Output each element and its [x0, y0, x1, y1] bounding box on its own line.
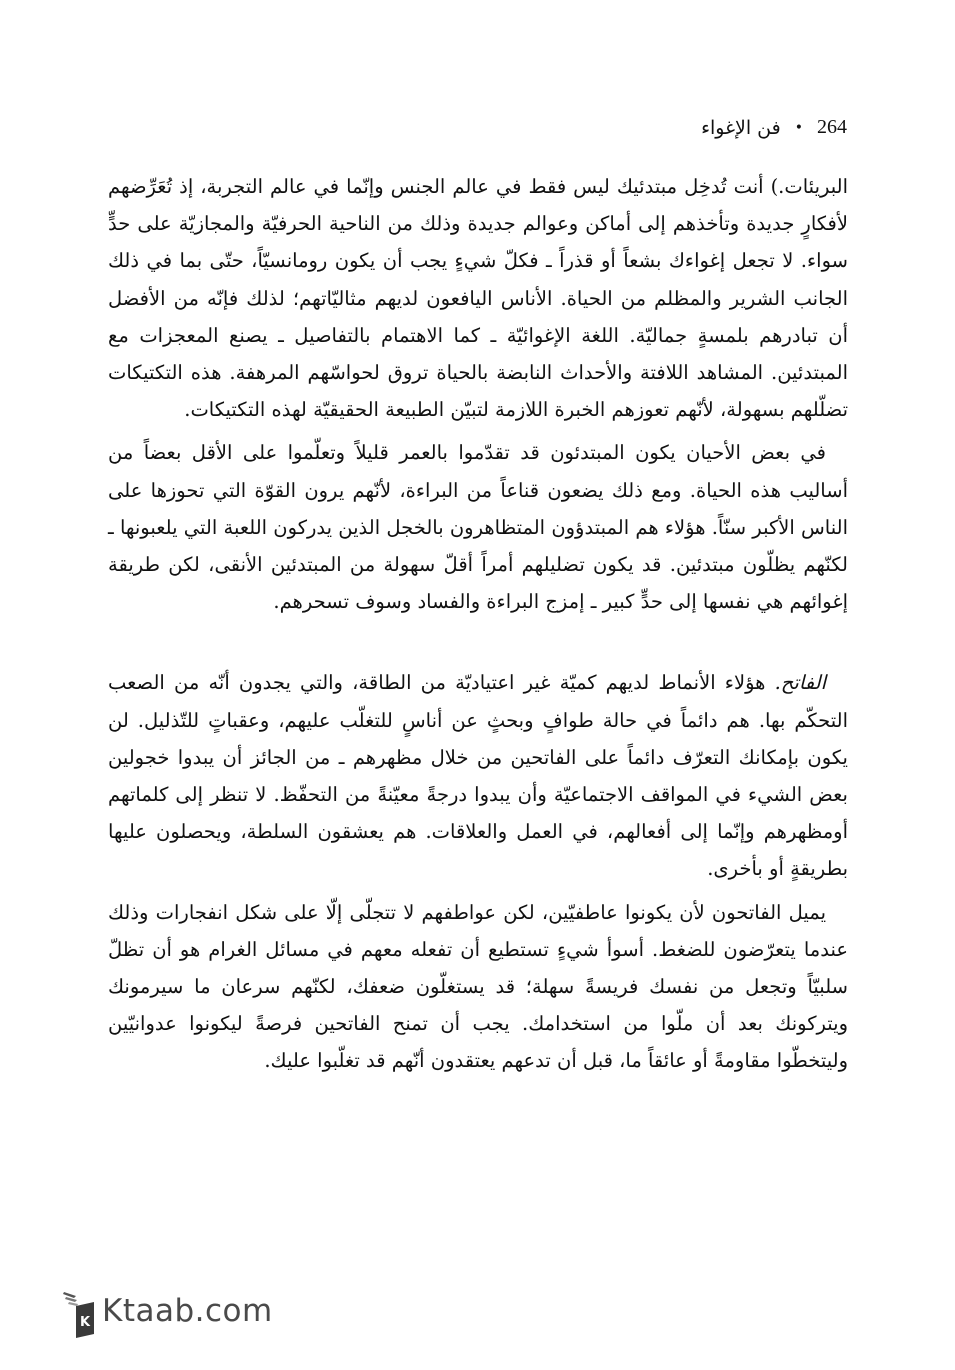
paragraph-3 [108, 664, 848, 887]
book-title: فن الإغواء [701, 116, 781, 139]
running-header [701, 116, 847, 139]
svg-text:K: K [79, 1315, 91, 1330]
section-term-conqueror: الفاتح. [774, 671, 826, 695]
header-separator: • [794, 119, 803, 136]
page-number: 264 [817, 116, 847, 138]
paragraph-1: البريئات.) أنت تُدخِل مبتدئيك ليس فقط في عالم الجنس وإنّما في عالم التجربة، إذ تُعَرِّضهم لأفكارٍ جديدة وتأخذهم إلى أماكن وعوالم جديدة وذلك من الناحية الحرفيّة والمجازيّة على حدٍّ سواء. لا تجعل إغواءك بشعاً أو قذراً ـ فكلّ شيءٍ يجب أن يكون رومانسيّاً، حتّى بما في ذلك الجانب الشرير والمظلم من الحياة. الأناس اليافعون لديهم مثاليّاتهم؛ لذلك فإنّه من الأفضل أن تبادرهم بلمسةٍ جماليّة. اللغة الإغوائيّة ـ كما الاهتمام بالتفاصيل ـ يصنع المعجزات مع المبتدئين. المشاهد اللافتة والأحداث النابضة بالحياة تروق لحواسّهم المرهفة. هذه التكتيكات تضلّلهم بسهولة، لأنّهم تعوزهم الخبرة اللازمة لتبيّن الطبيعة الحقيقيّة لهذه التكتيكات. [108, 175, 848, 422]
body-text [108, 168, 848, 1086]
paragraph-3-text: هؤلاء الأنماط لديهم كميّة غير اعتياديّة من الطاقة، والتي يجدون أنّه من الصعب التحكّم بها. هم دائماً في حالة طوافٍ وبحثٍ عن أناسٍ للتغلّب عليهم، وعقباتٍ للتّذليل. لن يكون بإمكانك التعرّف دائماً على الفاتحين من خلال مظهرهم ـ من الجائز أن يبدوا خجولين بعض الشيء في المواقف الاجتماعيّة وأن يبدوا درجةً معيّنةً من التحفّظ. لا تنظر إلى كلماتهم أومظهرهم وإنّما إلى أفعالهم، في العمل والعلاقات. هم يعشقون السلطة، ويحصلون عليها بطريقةٍ أو بأخرى. [108, 671, 848, 881]
ktaab-watermark [62, 1288, 273, 1334]
watermark-text: Ktaab.com [102, 1293, 273, 1329]
open-book-k-logo-icon [62, 1288, 92, 1334]
paragraph-2: في بعض الأحيان يكون المبتدئون قد تقدّموا بالعمر قليلاً وتعلّموا على الأقل بعضاً من أساليب هذه الحياة. ومع ذلك يضعون قناعاً من البراءة، لأنّهم يرون القوّة التي تحوزها على الناس الأكبر سنّاً. هؤلاء هم المبتدؤون المتظاهرون بالخجل الذين يدركون اللعبة التي يلعبونها ـ لكنّهم يظلّون مبتدئين. قد يكون تضليلهم أمراً أقلّ سهولة من المبتدئين الأنقى، لكن طريقة إغوائهم هي نفسها إلى حدٍّ كبير ـ إمزج البراءة والفساد وسوف تسحرهم. [108, 441, 848, 614]
paragraph-4: يميل الفاتحون لأن يكونوا عاطفيّين، لكن عواطفهم لا تتجلّى إلّا على شكل انفجارات وذلك عندما يتعرّضون للضغط. أسوأ شيءٍ تستطيع أن تفعله معهم في مسائل الغرام هو أن تظلّ سلبيّاً وتجعل من نفسك فريسةً سهلة؛ قد يستغلّون ضعفك، لكنّهم سرعان ما سيرمونك ويتركونك بعد أن ملّوا من استخدامك. يجب أن تمنح الفاتحين فرصةً ليكونوا عدوانيّين وليتخطّوا مقاومةً أو عائقاً ما، قبل أن تدعهم يعتقدون أنّهم قد تغلّبوا عليك. [108, 900, 848, 1073]
